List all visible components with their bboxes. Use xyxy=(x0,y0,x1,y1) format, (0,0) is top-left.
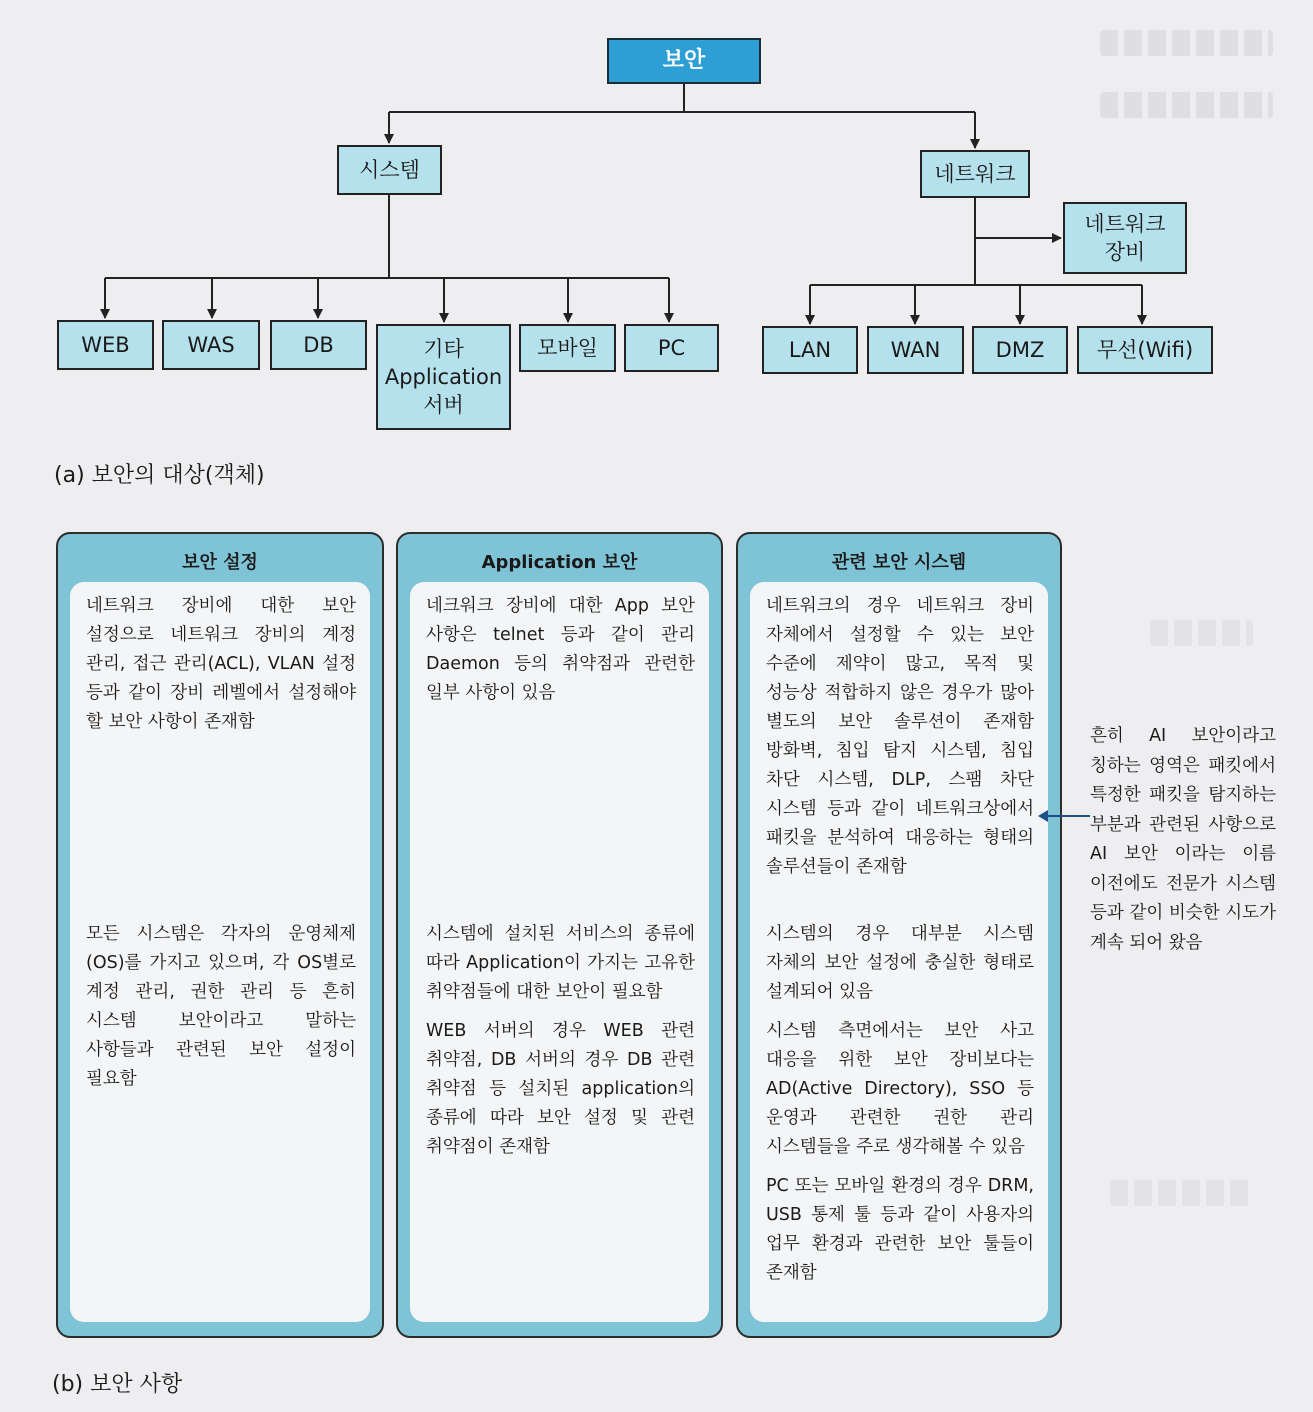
card-network xyxy=(750,582,1048,936)
caption-a: (a) 보안의 대상(객체) xyxy=(54,463,265,488)
bleed-through-text xyxy=(1150,620,1253,646)
card-network xyxy=(70,582,370,936)
node-db: DB xyxy=(270,320,367,370)
side-note-ai-security: 흔히 AI 보안이라고 칭하는 영역은 패킷에서 특정한 패킷을 탐지하는 부분과 관련된 사항으로 AI 보안 이라는 이름 이전에도 전문가 시스템 등과 같이 비슷한 시도가 계속 되어 왔음 xyxy=(1090,726,1276,953)
card-text: 시스템 측면에서는 보안 사고 대응을 위한 보안 장비보다는 AD(Active Directory), SSO 등 운영과 관련한 권한 관리 시스템들을 주로 생각해볼 수 있음 xyxy=(766,1021,1034,1157)
card-text: 시스템에 설치된 서비스의 종류에 따라 Application이 가지는 고유한 취약점들에 대한 보안이 필요함 xyxy=(426,924,695,1002)
node-pc: PC xyxy=(624,324,719,372)
node-other-application-server: 기타 Application 서버 xyxy=(376,324,511,430)
card-system xyxy=(410,910,709,1322)
node-wireless: 무선(Wifi) xyxy=(1077,326,1213,374)
node-mobile: 모바일 xyxy=(519,324,616,372)
panel-title: Application 보안 xyxy=(481,552,638,573)
node-system: 시스템 xyxy=(337,145,442,195)
card-text: 모든 시스템은 각자의 운영체제(OS)를 가지고 있으며, 각 OS별로 계정 관리, 권한 관리 등 흔히 시스템 보안이라고 말하는 사항들과 관련된 보안 설정이 필요함 xyxy=(86,924,356,1089)
node-network: 네트워크 xyxy=(920,150,1030,198)
node-lan: LAN xyxy=(762,326,858,374)
card-text: 시스템의 경우 대부분 시스템 자체의 보안 설정에 충실한 형태로 설계되어 있음 xyxy=(766,924,1034,1002)
card-text: 네트워크의 경우 네트워크 장비 자체에서 설정할 수 있는 보안 수준에 제약이 많고, 목적 및 성능상 적합하지 않은 경우가 많아 별도의 보안 솔루션이 존재함 방화벽, 침입 탐지 시스템, 침입 차단 시스템, DLP, 스팸 차단 시스템 등과 같이 네트워크상에서 패킷을 분석하여 대응하는 형태의 솔루션들이 존재함 xyxy=(766,596,1034,877)
node-was: WAS xyxy=(162,320,260,370)
panel-title: 보안 설정 xyxy=(182,552,258,573)
bleed-through-text xyxy=(1110,1180,1253,1206)
panel-related-security-systems xyxy=(736,532,1062,1338)
panel-security-settings xyxy=(56,532,384,1338)
card-text: PC 또는 모바일 환경의 경우 DRM, USB 통제 툴 등과 같이 사용자의 업무 환경과 관련한 보안 툴들이 존재함 xyxy=(766,1176,1034,1283)
node-web: WEB xyxy=(57,320,154,370)
card-text: 네크워크 장비에 대한 App 보안 사항은 telnet 등과 같이 관리 Daemon 등의 취약점과 관련한 일부 사항이 있음 xyxy=(426,596,695,703)
card-system xyxy=(70,910,370,1322)
card-system xyxy=(750,910,1048,1322)
card-network xyxy=(410,582,709,936)
panel-application-security xyxy=(396,532,723,1338)
card-text: 네트워크 장비에 대한 보안 설정으로 네트워크 장비의 계정 관리, 접근 관리(ACL), VLAN 설정 등과 같이 장비 레벨에서 설정해야 할 보안 사항이 존재함 xyxy=(86,596,356,732)
node-wan: WAN xyxy=(867,326,964,374)
card-text: WEB 서버의 경우 WEB 관련 취약점, DB 서버의 경우 DB 관련 취약점 등 설치된 application의 종류에 따라 보안 설정 및 관련 취약점이 존재함 xyxy=(426,1021,695,1157)
panel-title: 관련 보안 시스템 xyxy=(831,552,967,573)
node-dmz: DMZ xyxy=(972,326,1068,374)
side-note-arrow xyxy=(1036,806,1092,826)
node-network-equipment: 네트워크 장비 xyxy=(1063,202,1187,274)
node-security-root: 보안 xyxy=(607,38,761,84)
caption-b: (b) 보안 사항 xyxy=(52,1372,183,1397)
